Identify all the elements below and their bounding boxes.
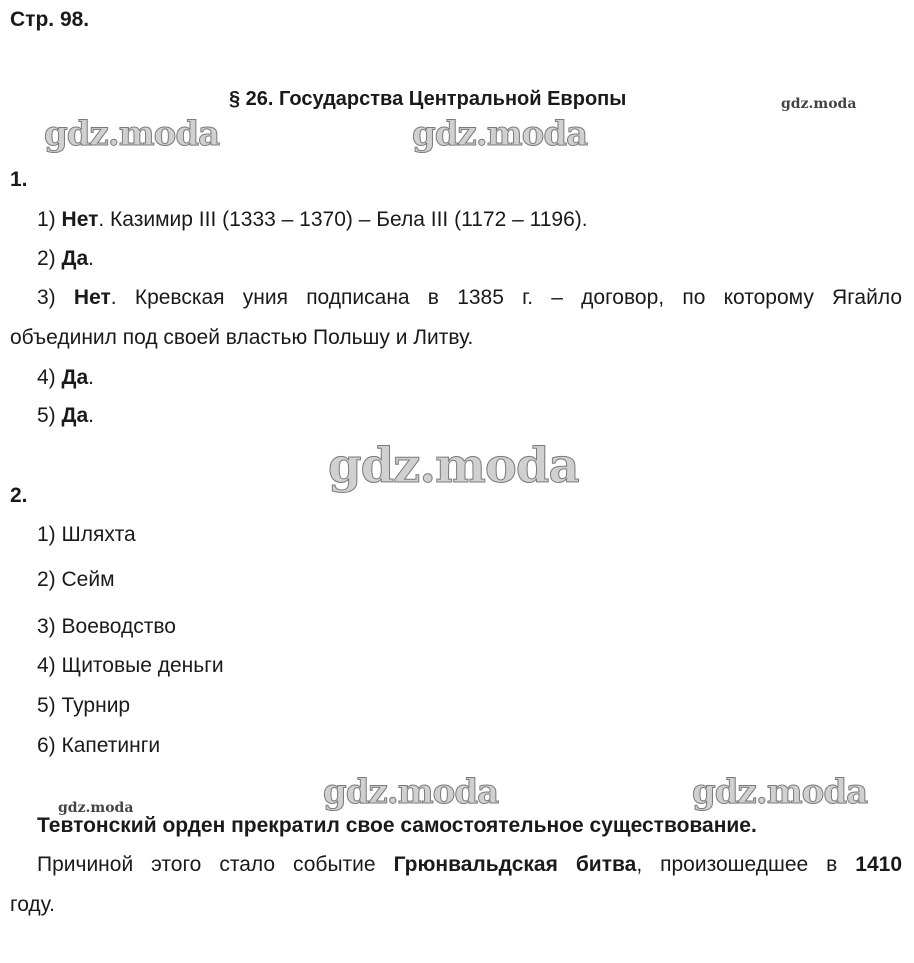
cause-line-end: году. bbox=[10, 893, 55, 916]
section-title: § 26. Государства Центральной Европы bbox=[229, 88, 627, 110]
list-item: 2) Сейм bbox=[37, 568, 115, 591]
watermark-small: gdz.moda bbox=[58, 800, 134, 816]
list-item: 1) Нет. Казимир III (1333 – 1370) – Бела III (1172 – 1196). bbox=[37, 208, 588, 231]
list-item-continuation: объединил под своей властью Польшу и Литву. bbox=[10, 326, 474, 349]
watermark: gdz.moda bbox=[44, 114, 220, 154]
list-item: 6) Капетинги bbox=[37, 734, 161, 757]
watermark: gdz.moda bbox=[692, 772, 868, 812]
cause-line: Причиной этого стало событие Грюнвальдская битва, произошедшее в 1410 bbox=[37, 853, 902, 876]
task-number: 1. bbox=[10, 168, 28, 191]
statement: Тевтонский орден прекратил свое самостоятельное существование. bbox=[37, 814, 757, 837]
list-item: 5) Турнир bbox=[37, 694, 131, 717]
list-item: 2) Да. bbox=[37, 247, 95, 270]
list-item: 3) Воеводство bbox=[37, 615, 176, 638]
page-label: Стр. 98. bbox=[10, 8, 90, 31]
list-item: 1) Шляхта bbox=[37, 523, 136, 546]
list-item: 4) Щитовые деньги bbox=[37, 654, 224, 677]
task-number: 2. bbox=[10, 484, 28, 507]
watermark: gdz.moda bbox=[412, 114, 588, 154]
list-item: 5) Да. bbox=[37, 404, 95, 427]
list-item: 3) Нет. Кревская уния подписана в 1385 г. – договор, по которому Ягайло bbox=[37, 286, 902, 309]
watermark-small: gdz.moda bbox=[781, 96, 857, 112]
watermark: gdz.moda bbox=[323, 772, 499, 812]
list-item: 4) Да. bbox=[37, 366, 95, 389]
watermark: gdz.moda bbox=[328, 438, 579, 494]
